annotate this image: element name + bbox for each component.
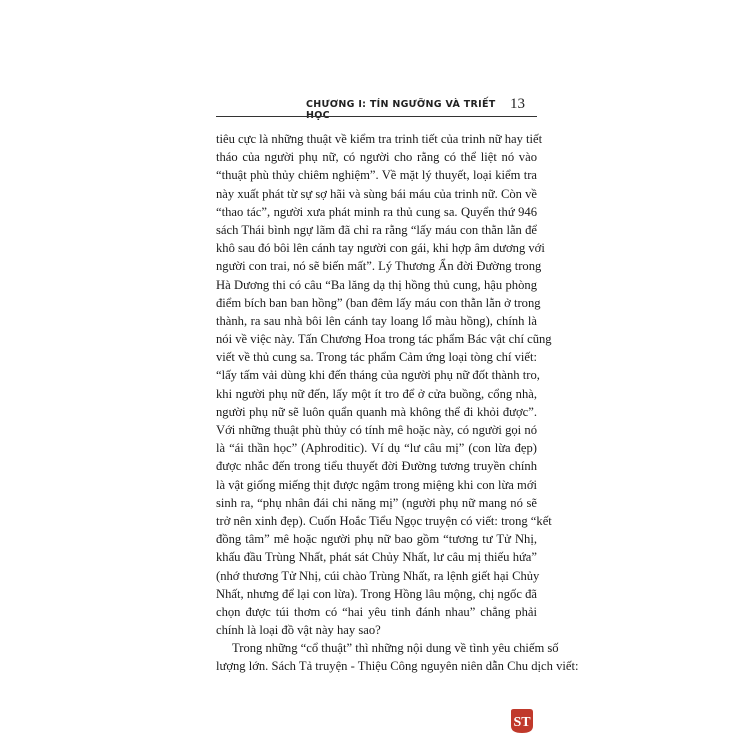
text-line: người phụ nữ sẽ luôn quẩn quanh mà không thể đi khỏi được”. (216, 404, 537, 419)
header-divider (216, 116, 537, 117)
text-line: tiêu cực là những thuật về kiểm tra trinh tiết của trinh nữ hay tiết (216, 132, 543, 146)
text-line: nói về việc này. Tấn Chương Hoa trong tác phẩm Bác vật chí cũng (216, 332, 552, 347)
text-line: sách Thái bình ngự lãm đã chỉ ra rằng “lấy máu con thằn lằn để (216, 222, 537, 237)
text-line: “thao tác”, người xưa phát minh ra thủ cung sa. Quyển thứ 946 (216, 204, 537, 219)
text-line: sinh ra, “phụ nhân đái chi năng mị” (người phụ nữ mang nó sẽ (216, 495, 537, 510)
text-line: chính là loại đồ vật này hay sao? (216, 623, 381, 638)
body-text (216, 130, 579, 676)
text-line: chọn được túi thơm có “hai yêu tinh đánh nhau” chẳng phải (216, 604, 537, 619)
text-line: tháo của người phụ nữ, có người cho rằng có thể liệt nó vào (216, 150, 537, 165)
text-line: đồng tâm” mê hoặc người phụ nữ bao gồm “tương tư Tử Nhị, (216, 532, 537, 547)
text-line: là “ái thần học” (Aphroditic). Ví dụ “lư câu mị” (con lừa đẹp) (216, 441, 537, 456)
text-line: “thuật phù thủy chiêm nghiệm”. Về mặt lý thuyết, loại kiểm tra (216, 168, 537, 183)
text-line: Trong những “cổ thuật” thì những nội dung về tình yêu chiếm số (232, 641, 559, 656)
text-line: lượng lớn. Sách Tả truyện - Thiệu Công nguyên niên dẫn Chu dịch viết: (216, 659, 579, 674)
logo-text: ST (513, 715, 531, 730)
text-line: điểm bích ban ban hồng” (ban đêm lấy máu con thằn lằn ở trong (216, 295, 541, 310)
text-line: khấu đầu Trùng Nhất, phát sát Chủy Nhất, lư câu mị thiếu hứa” (216, 550, 537, 565)
text-line: khô sau đó bôi lên cánh tay người con gái, khi hợp âm dương với (216, 241, 545, 256)
chapter-header: CHƯƠNG I: TÍN NGƯỠNG VÀ TRIẾT (306, 99, 496, 110)
text-line: (nhớ thương Tử Nhị, cúi chào Trùng Nhất, ra lệnh giết hại Chủy (216, 568, 540, 583)
page-number: 13 (510, 96, 525, 112)
text-line: người con trai, nó sẽ biến mất”. Lý Thương Ẩn đời Đường trong (216, 259, 542, 274)
text-line: là vật giống miếng thịt được ngậm trong miệng khi con lừa mới (216, 477, 537, 492)
text-line: được nhắc đến trong tiểu thuyết đời Đường tương truyền chính (216, 459, 537, 474)
text-line: viết về thủ cung sa. Trong tác phẩm Cảm ứng loại tòng chí viết: (216, 350, 537, 365)
text-line: Nhất, nhưng để lại con lừa). Trong Hồng lâu mộng, chị ngốc đã (216, 586, 537, 601)
text-line: “lấy tấm vải dùng khi đến tháng của người phụ nữ đốt thành tro, (216, 368, 540, 383)
text-line: này xuất phát từ sự sợ hãi và sùng bái máu của trinh nữ. Còn về (216, 186, 537, 201)
text-line: trở nên xinh đẹp). Cuốn Hoắc Tiểu Ngọc truyện có viết: trong “kết (216, 513, 552, 528)
text-line: Hà Dương thi có câu “Ba lăng dạ thị hồng thủ cung, hậu phòng (216, 277, 537, 292)
text-line: khi người phụ nữ đến, lấy một ít tro để ở cửa buồng, cổng nhà, (216, 386, 537, 401)
text-line: thành, ra sau nhà bôi lên cánh tay loang lổ màu hồng), chính là (216, 313, 537, 328)
publisher-logo-icon (508, 708, 536, 734)
text-line: Với những thuật phù thủy có tính mê hoặc này, có người gọi nó (216, 423, 537, 437)
